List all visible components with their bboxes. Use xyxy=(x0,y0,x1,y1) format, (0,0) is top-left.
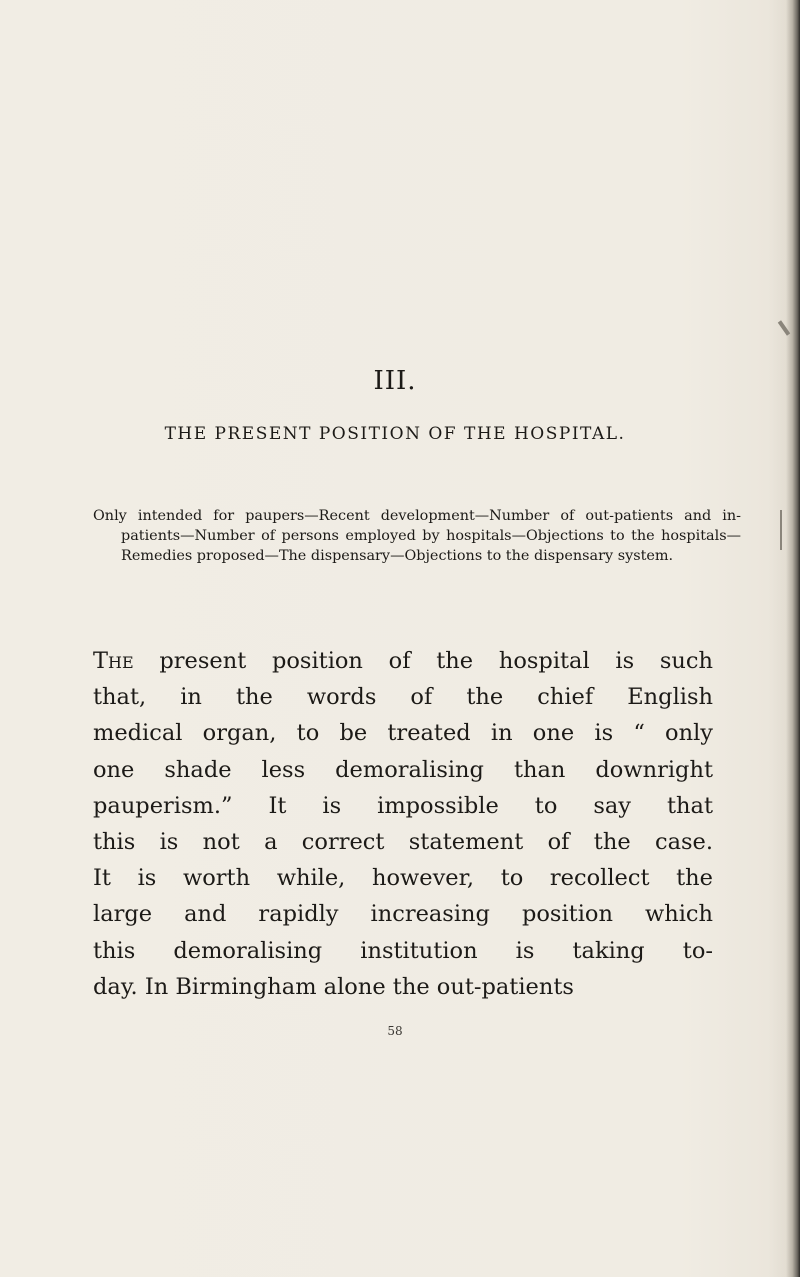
body-line: pauperism.” It is impossible to say that xyxy=(93,792,713,819)
body-paragraph xyxy=(93,643,713,1005)
body-line: this is not a correct statement of the case. xyxy=(93,829,713,856)
page-number: 58 xyxy=(387,1024,403,1038)
chapter-synopsis: Only intended for paupers—Recent development—Number of out-patients and in-patients—Number of persons employed by hospitals—Objections to the hospitals—Remedies proposed—The dispensary—Objections to the dispensary system. xyxy=(93,508,741,565)
edge-mark xyxy=(780,510,782,550)
chapter-number: III. xyxy=(373,366,417,396)
body-line: day. In Birmingham alone the out-patients xyxy=(93,973,574,1000)
body-line: large and rapidly increasing position which xyxy=(93,901,713,928)
lead-in-small-caps: The xyxy=(93,648,134,674)
body-line: It is worth while, however, to recollect the xyxy=(93,865,713,892)
body-line xyxy=(93,643,713,679)
chapter-title: THE PRESENT POSITION OF THE HOSPITAL. xyxy=(164,424,626,444)
body-line: this demoralising institution is taking to- xyxy=(93,937,713,964)
body-line: medical organ, to be treated in one is “ only xyxy=(93,720,713,747)
body-line: that, in the words of the chief English xyxy=(93,684,713,711)
body-line: one shade less demoralising than downright xyxy=(93,756,713,783)
binding-edge xyxy=(786,0,800,1277)
body-line-text: present position of the hospital is such xyxy=(133,648,713,674)
